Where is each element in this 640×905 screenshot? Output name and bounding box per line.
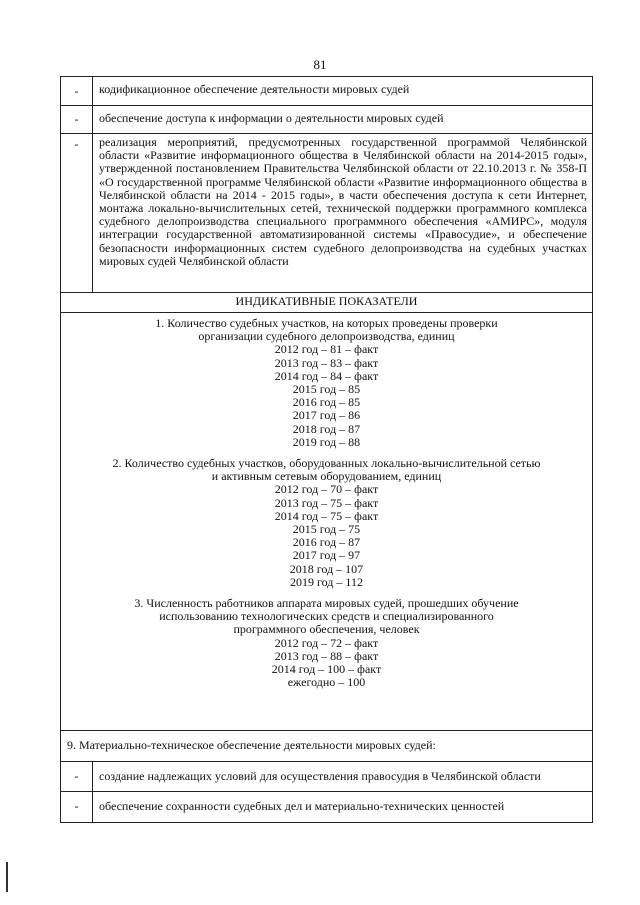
row-text: создание надлежащих условий для осуществления правосудия в Челябинской области xyxy=(93,762,593,792)
indicator-value: 2012 год – 81 – факт xyxy=(274,342,379,357)
indicator-title-line: и активным сетевым оборудованием, единиц xyxy=(211,469,442,484)
indicator-value: 2014 год – 75 – факт xyxy=(274,508,379,523)
indicator-group-2 xyxy=(61,457,592,589)
indicator-value: 2016 год – 87 xyxy=(292,535,361,550)
row-dash: - xyxy=(61,762,93,792)
indicator-value: ежегодно – 100 xyxy=(287,675,366,690)
table-row xyxy=(61,77,593,106)
indicators-heading: ИНДИКАТИВНЫЕ ПОКАЗАТЕЛИ xyxy=(61,293,593,313)
table-row xyxy=(61,762,593,792)
indicator-title-line: организации судебного делопроизводства, единиц xyxy=(198,329,455,344)
indicator-group-1 xyxy=(61,317,592,449)
indicator-title-line: 2. Количество судебных участков, оборудованных локально-вычислительной сетью xyxy=(112,456,541,471)
indicator-value: 2014 год – 84 – факт xyxy=(274,368,379,383)
indicator-value: 2018 год – 107 xyxy=(289,561,364,576)
indicator-title-line: использованию технологических средств и специализированного xyxy=(159,609,494,624)
row-text: обеспечение доступа к информации о деятельности мировых судей xyxy=(93,106,593,134)
row-dash: - xyxy=(61,134,93,293)
indicator-value: 2019 год – 112 xyxy=(290,574,363,589)
row-dash: - xyxy=(61,77,93,106)
indicator-title-line: 1. Количество судебных участков, на которых проведены проверки xyxy=(155,316,498,330)
section9-title: 9. Материально-техническое обеспечение деятельности мировых судей: xyxy=(61,731,593,762)
row-dash: - xyxy=(61,792,93,823)
indicator-value: 2015 год – 85 xyxy=(292,382,361,397)
indicator-group-3 xyxy=(61,597,592,689)
indicator-value: 2012 год – 70 – факт xyxy=(274,482,379,497)
program-table xyxy=(60,76,593,823)
page-number: 81 xyxy=(313,57,327,72)
indicator-value: 2013 год – 75 – факт xyxy=(274,495,379,510)
indicator-value: 2018 год – 87 xyxy=(292,421,361,436)
indicator-value: 2012 год – 72 – факт xyxy=(274,635,379,650)
indicator-title-line: программного обеспечения, человек xyxy=(233,622,420,637)
table-row xyxy=(61,134,593,293)
row-text: обеспечение сохранности судебных дел и материально-технических ценностей xyxy=(93,792,593,823)
row-text: кодификационное обеспечение деятельности мировых судей xyxy=(93,77,593,106)
row-dash: - xyxy=(61,106,93,134)
indicator-value: 2017 год – 97 xyxy=(292,548,361,563)
indicators-heading-row xyxy=(61,293,593,313)
indicator-value: 2013 год – 83 – факт xyxy=(274,355,379,370)
indicator-value: 2017 год – 86 xyxy=(292,408,361,423)
table-row xyxy=(61,792,593,823)
indicator-value: 2016 год – 85 xyxy=(292,395,361,410)
indicator-value: 2015 год – 75 xyxy=(292,522,361,537)
row-text: реализация мероприятий, предусмотренных государственной программой Челябинской области «Развитие информационного общества в Челябинской области на 2014-2015 годы», утвержденной постановлением Правительства Челябинской области от 22.10.2013 г. № 358-П «О государственной программе Челябинской области «Развитие информационного общества в Челябинской области на 2014 - 2015 годы», в части обеспечения доступа к сети Интернет, монтажа локально-вычислительных сетей, технической поддержки программного комплекса судебного делопроизводства специального программного обеспечения «АМИРС», модуля интеграции государственной автоматизированной системы «Правосудие», и обеспечение безопасности информационных систем судебного делопроизводства на судебных участках мировых судей Челябинской области xyxy=(93,134,593,293)
indicator-title-line: 3. Численность работников аппарата мировых судей, прошедших обучение xyxy=(134,596,519,611)
indicator-value: 2013 год – 88 – факт xyxy=(274,648,379,663)
section9-title-row xyxy=(61,731,593,762)
indicators-row xyxy=(61,313,593,731)
indicator-value: 2019 год – 88 xyxy=(292,434,361,449)
indicators-body xyxy=(61,313,593,731)
table-row xyxy=(61,106,593,134)
indicator-value: 2014 год – 100 – факт xyxy=(271,662,382,677)
scan-edge-mark xyxy=(6,862,8,892)
